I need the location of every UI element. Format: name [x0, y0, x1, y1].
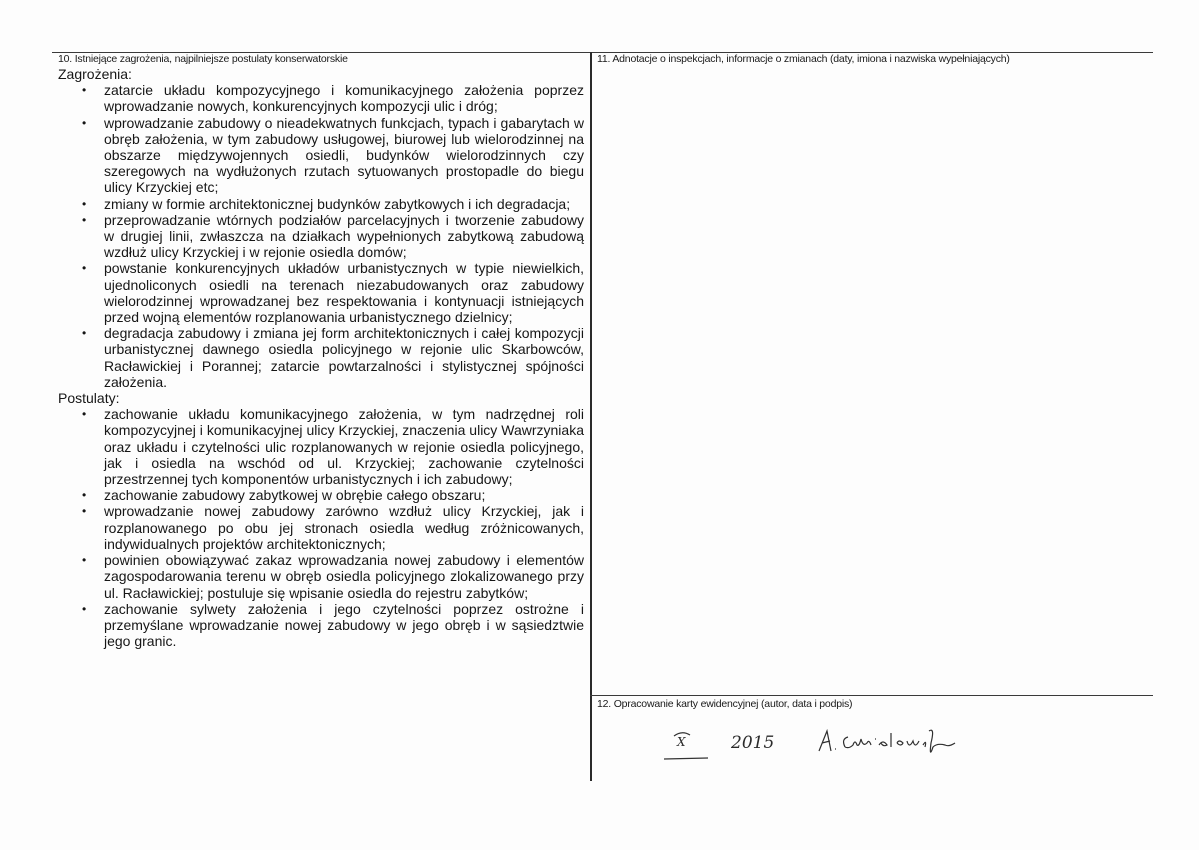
- section-10-title: 10. Istniejące zagrożenia, najpilniejsze postulaty konserwatorskie: [58, 53, 348, 65]
- handwritten-year: 2015: [731, 733, 775, 753]
- month-underline: [662, 730, 710, 765]
- list-item: • zatarcie układu kompozycyjnego i komunikacyjnego założenia poprzez wprowadzanie nowych, konkurencyjnych kompozycji ulic i dróg;: [104, 82, 584, 114]
- threats-list: [58, 82, 584, 390]
- section-10-body: [58, 66, 584, 649]
- list-item: • zachowanie zabudowy zabytkowej w obrębie całego obszaru;: [104, 487, 584, 503]
- column-divider: [590, 52, 592, 781]
- handwritten-month: X: [677, 735, 686, 749]
- list-item: • wprowadzanie nowej zabudowy zarówno wzdłuż ulicy Krzyckiej, jak i rozplanowanego po obu jej stronach osiedla według zróżnicowanych, indywidualnych projektów architektonicznych;: [104, 503, 584, 552]
- list-item: • zachowanie układu komunikacyjnego założenia, w tym nadrzędnej roli kompozycyjnej i komunikacyjnej ulicy Krzyckiej, znaczenia ulicy Wawrzyniaka oraz układu i czytelności ulic rozplanowanych w rejonie osiedla policyjnego, jak i osiedla na wschód od ul. Krzyckiej; zachowanie czytelności przestrzennej tych komponentów urbanistycznych i ich zabudowy;: [104, 406, 584, 487]
- threats-heading: Zagrożenia:: [58, 66, 132, 82]
- section-12-title: 12. Opracowanie karty ewidencyjnej (autor, data i podpis): [597, 698, 853, 710]
- postulates-list: [58, 406, 584, 649]
- list-item: • wprowadzanie zabudowy o nieadekwatnych funkcjach, typach i gabarytach w obręb założenia, w tym zabudowy usługowej, biurowej lub wielorodzinnej na obszarze międzywojennych osiedli, budynków wielorodzinnych czy szeregowych na wydłużonych rzutach sytuowanych prostopadle do biegu ulicy Krzyckiej etc;: [104, 115, 584, 196]
- list-item: • powstanie konkurencyjnych układów urbanistycznych w typie niewielkich, ujednoliconych osiedli na terenach niezabudowanych oraz zabudowy wielorodzinnej wprowadzanej bez respektowania i kontynuacji istniejących przed wojną elementów rozplanowania urbanistycznego dzielnicy;: [104, 260, 584, 325]
- section-12-rule: [590, 695, 1153, 696]
- list-item: • przeprowadzanie wtórnych podziałów parcelacyjnych i tworzenie zabudowy w drugiej linii, zwłaszcza na działkach wypełnionych zabytkową zabudową wzdłuż ulicy Krzyckiej i w rejonie osiedla domów;: [104, 212, 584, 261]
- section-11-title: 11. Adnotacje o inspekcjach, informacje o zmianach (daty, imiona i nazwiska wypełniających): [597, 53, 1010, 65]
- author-signature: [815, 725, 975, 765]
- list-item: • zmiany w formie architektonicznej budynków zabytkowych i ich degradacja;: [104, 196, 584, 212]
- list-item: • zachowanie sylwety założenia i jego czytelności poprzez ostrożne i przemyślane wprowadzanie nowej zabudowy w jego obręb i w sąsiedztwie jego granic.: [104, 601, 584, 650]
- postulates-heading: Postulaty:: [58, 390, 120, 407]
- list-item: • powinien obowiązywać zakaz wprowadzania nowej zabudowy i elementów zagospodarowania terenu w obręb osiedla policyjnego zlokalizowanego przy ul. Racławickiej; postuluje się wpisanie osiedla do rejestru zabytków;: [104, 552, 584, 601]
- list-item: • degradacja zabudowy i zmiana jej form architektonicznych i całej kompozycji urbanistycznej dawnego osiedla policyjnego w rejonie ulic Skarbowców, Racławickiej i Porannej; zatarcie powtarzalności i stylistycznej spójności założenia.: [104, 325, 584, 390]
